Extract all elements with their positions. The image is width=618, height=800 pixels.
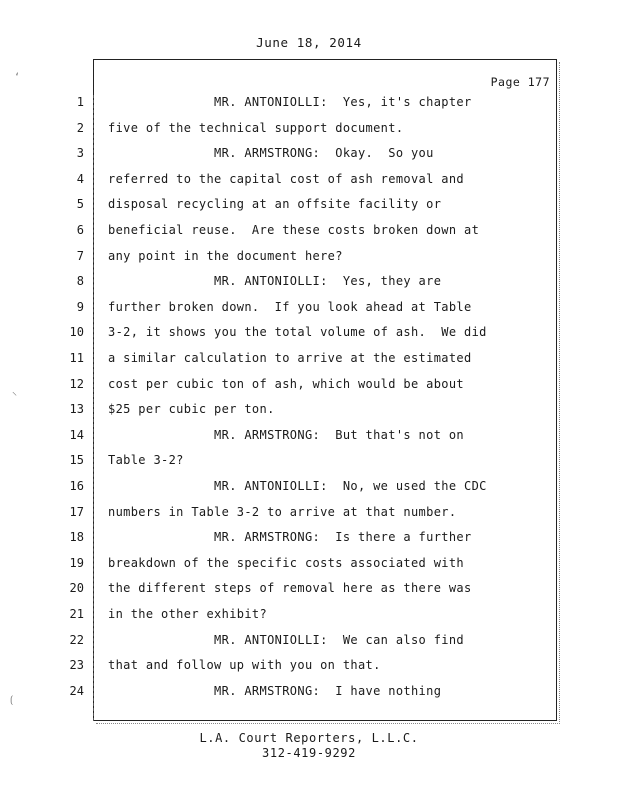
transcript-line	[0, 325, 618, 345]
line-number: 20	[69, 581, 84, 596]
court-reporter-phone: 312-419-9292	[262, 746, 356, 760]
transcript-line	[0, 95, 618, 115]
transcript-line	[0, 274, 618, 294]
transcript-line	[0, 223, 618, 243]
line-number: 9	[76, 299, 84, 314]
transcript-line	[0, 428, 618, 448]
transcript-line	[0, 479, 618, 499]
line-number: 12	[69, 376, 84, 391]
scan-speck: ⸌	[12, 391, 17, 402]
line-text: five of the technical support document.	[108, 120, 404, 135]
line-text: in the other exhibit?	[108, 607, 268, 621]
line-text: 3-2, it shows you the total volume of ash. We did	[108, 325, 487, 340]
line-text: the different steps of removal here as there was	[108, 581, 472, 596]
line-text: MR. ANTONIOLLI: No, we used the CDC	[108, 479, 487, 493]
transcript-line	[0, 505, 618, 525]
line-text: disposal recycling at an offsite facility or	[108, 197, 442, 212]
transcript-line	[0, 556, 618, 576]
line-number: 10	[69, 325, 84, 340]
line-number: 11	[69, 351, 84, 365]
line-text: $25 per cubic per ton.	[108, 402, 275, 417]
line-number: 7	[76, 248, 84, 263]
line-text: a similar calculation to arrive at the estimated	[108, 351, 472, 365]
line-number: 24	[69, 683, 84, 698]
line-text: that and follow up with you on that.	[108, 658, 381, 673]
line-text: breakdown of the specific costs associated with	[108, 555, 465, 570]
line-number: 19	[69, 555, 84, 570]
transcript-line	[0, 607, 618, 627]
line-number: 21	[69, 607, 84, 621]
line-number: 22	[69, 632, 84, 647]
line-text: numbers in Table 3-2 to arrive at that number.	[108, 504, 457, 519]
line-number: 15	[69, 453, 84, 468]
line-text: MR. ARMSTRONG: But that's not on	[108, 427, 465, 442]
transcript-line	[0, 684, 618, 704]
transcript-line	[0, 658, 618, 678]
line-text: cost per cubic ton of ash, which would be about	[108, 376, 465, 391]
court-reporter-name: L.A. Court Reporters, L.L.C.	[199, 731, 419, 745]
transcript-line	[0, 197, 618, 217]
transcript-line	[0, 402, 618, 422]
line-number: 8	[76, 274, 84, 289]
line-number: 1	[76, 95, 84, 109]
line-text: further broken down. If you look ahead at Table	[108, 299, 472, 314]
line-text: MR. ANTONIOLLI: We can also find	[108, 632, 465, 647]
line-text: Table 3-2?	[108, 453, 184, 468]
transcript-line	[0, 453, 618, 473]
transcript-line	[0, 300, 618, 320]
line-number: 6	[76, 223, 84, 237]
transcript-date: June 18, 2014	[256, 35, 362, 50]
line-number: 2	[76, 120, 84, 135]
line-number: 17	[69, 504, 84, 519]
line-text: any point in the document here?	[108, 248, 343, 263]
transcript-line	[0, 249, 618, 269]
line-number: 5	[76, 197, 84, 212]
transcript-line	[0, 351, 618, 371]
line-number: 4	[76, 171, 84, 186]
line-number: 3	[76, 146, 84, 161]
line-text: referred to the capital cost of ash removal and	[108, 171, 465, 186]
transcript-line	[0, 377, 618, 397]
line-text: MR. ANTONIOLLI: Yes, it's chapter	[108, 95, 472, 109]
line-number: 23	[69, 658, 84, 673]
line-number: 16	[69, 479, 84, 493]
line-text: MR. ARMSTRONG: Is there a further	[108, 530, 472, 545]
scan-speck: ⟮	[10, 695, 14, 706]
line-text: MR. ARMSTRONG: I have nothing	[108, 683, 442, 698]
transcript-line	[0, 172, 618, 192]
transcript-line	[0, 121, 618, 141]
line-text: beneficial reuse. Are these costs broken down at	[108, 223, 480, 237]
line-number: 13	[69, 402, 84, 417]
transcript-line	[0, 581, 618, 601]
line-number: 14	[69, 427, 84, 442]
page-number-label: Page 177	[490, 75, 550, 89]
transcript-line	[0, 146, 618, 166]
transcript-line	[0, 530, 618, 550]
scan-speck: ‘	[14, 72, 21, 83]
line-text: MR. ANTONIOLLI: Yes, they are	[108, 274, 442, 289]
transcript-line	[0, 633, 618, 653]
line-number: 18	[69, 530, 84, 545]
line-text: MR. ARMSTRONG: Okay. So you	[108, 146, 434, 161]
